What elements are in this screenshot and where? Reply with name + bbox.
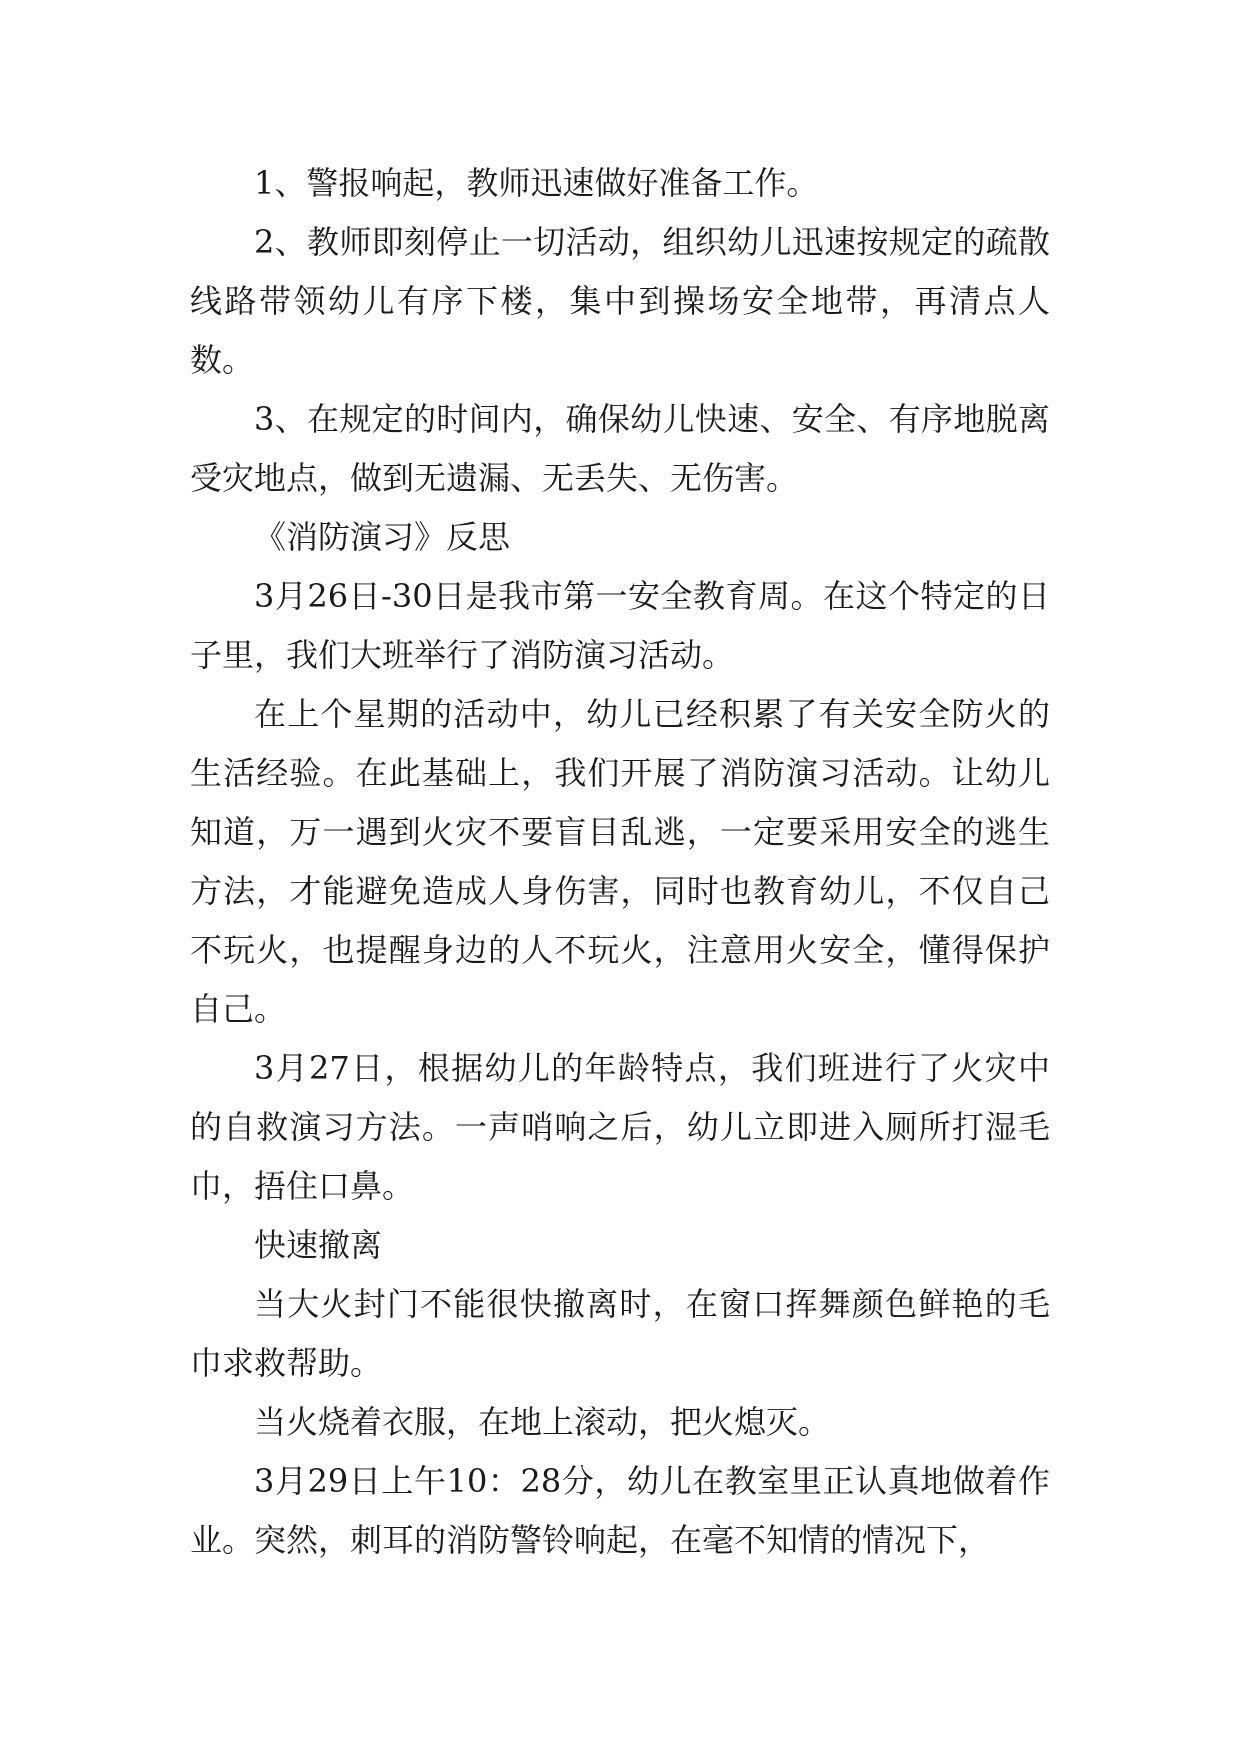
subheading-quick-evacuation: 快速撤离 <box>254 1226 383 1264</box>
paragraph-step-1: 1、警报响起，教师迅速做好准备工作。 <box>254 164 819 202</box>
paragraph-safety-week: 3月26日-30日是我市第一安全教育周。在这个特定的日子里，我们大班举行了消防演习活动。 <box>190 577 1050 674</box>
paragraph-step-3: 3、在规定的时间内，确保幼儿快速、安全、有序地脱离受灾地点，做到无遗漏、无丢失、无伤害。 <box>190 400 1050 497</box>
paragraph-roll-on-ground: 当火烧着衣服，在地上滚动，把火熄灭。 <box>254 1403 831 1441</box>
section-heading-reflection: 《消防演习》反思 <box>254 518 511 556</box>
paragraph-experience: 在上个星期的活动中，幼儿已经积累了有关安全防火的生活经验。在此基础上，我们开展了消防演习活动。让幼儿知道，万一遇到火灾不要盲目乱逃，一定要采用安全的逃生方法，才能避免造成人身伤害，同时也教育幼儿，不仅自己不玩火，也提醒身边的人不玩火，注意用火安全，懂得保护自己。 <box>190 695 1050 1028</box>
paragraph-step-2: 2、教师即刻停止一切活动，组织幼儿迅速按规定的疏散线路带领幼儿有序下楼，集中到操场安全地带，再清点人数。 <box>190 223 1050 379</box>
paragraph-self-rescue: 3月27日，根据幼儿的年龄特点，我们班进行了火灾中的自救演习方法。一声哨响之后，幼儿立即进入厕所打湿毛巾，捂住口鼻。 <box>190 1049 1050 1205</box>
document-body <box>190 154 1050 1570</box>
paragraph-window-signal: 当大火封门不能很快撤离时，在窗口挥舞颜色鲜艳的毛巾求救帮助。 <box>190 1285 1050 1382</box>
paragraph-drill-start: 3月29日上午10：28分，幼儿在教室里正认真地做着作业。突然，刺耳的消防警铃响起，在毫不知情的情况下， <box>190 1462 1050 1559</box>
